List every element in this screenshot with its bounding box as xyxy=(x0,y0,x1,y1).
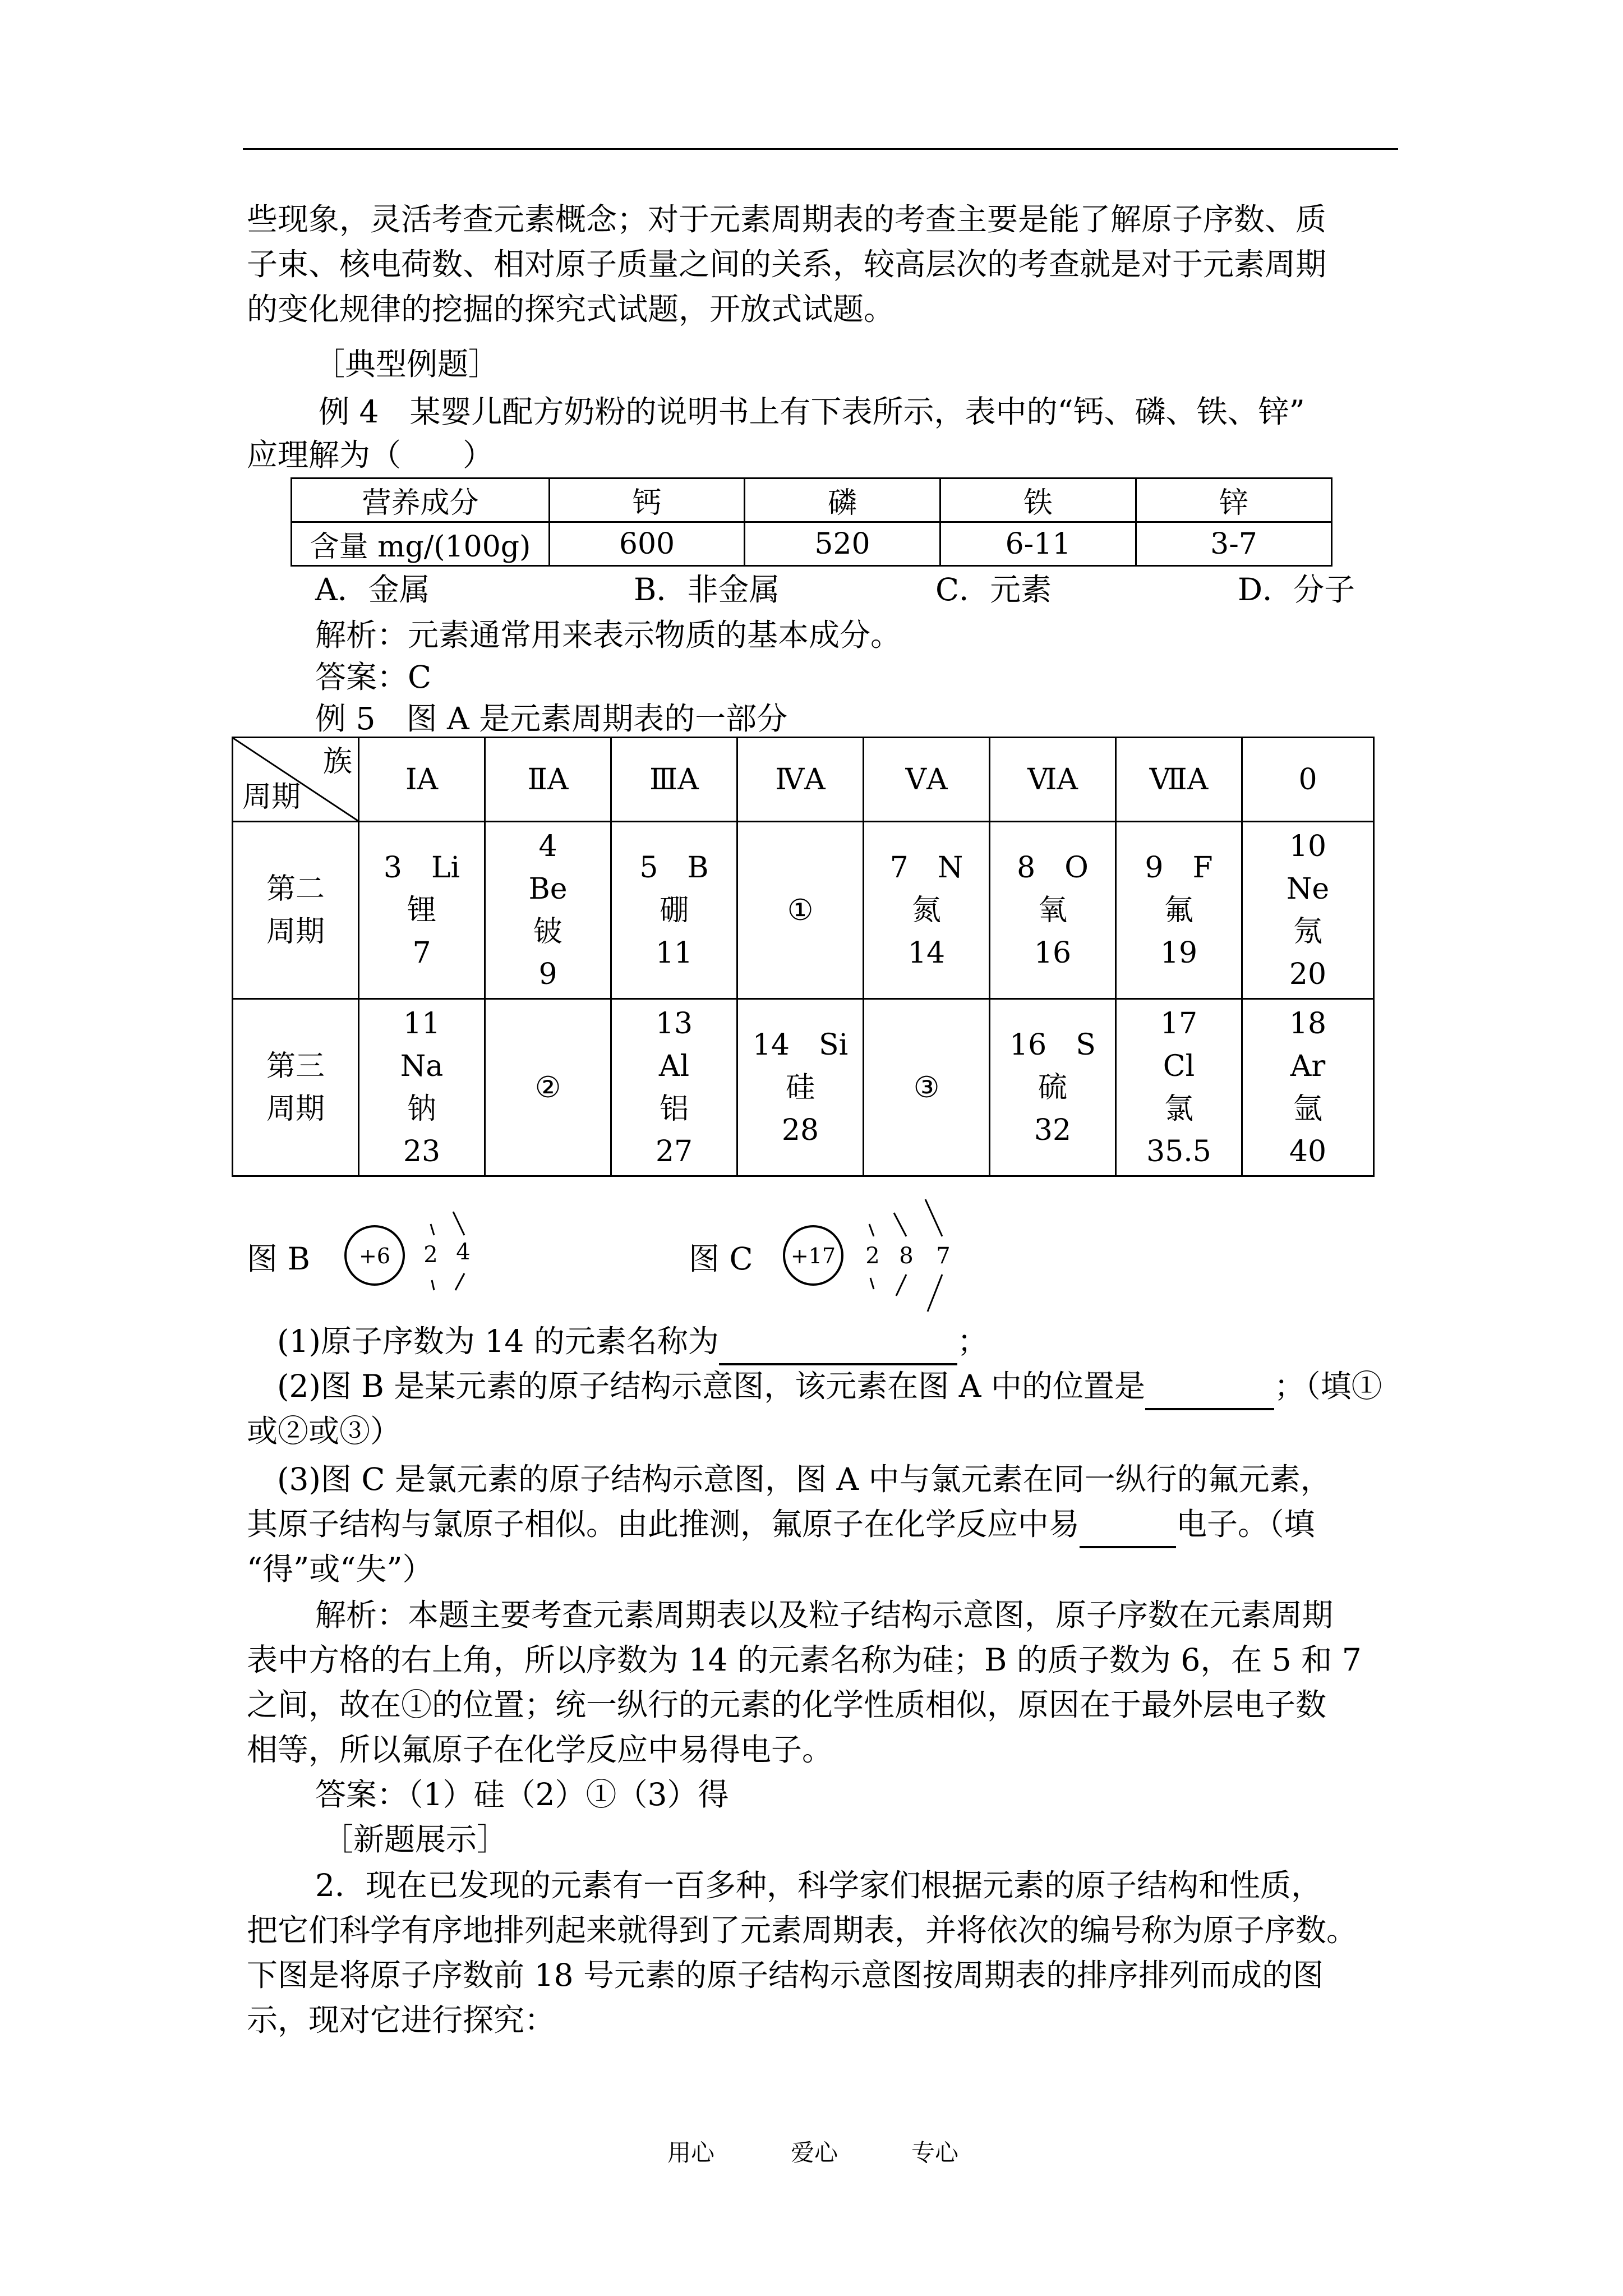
nucleus-charge: +17 xyxy=(790,1244,836,1268)
question-text: (2)图 B 是某元素的原子结构示意图，该元素在图 A 中的位置是 xyxy=(277,1368,1145,1404)
periodic-table-a xyxy=(232,737,1375,1177)
element-line: 3 Li xyxy=(383,850,460,885)
footer-text: 爱心 xyxy=(791,2139,838,2166)
element-line: Be xyxy=(528,872,568,906)
shell-arc xyxy=(925,1199,942,1236)
shell-electron-count: 2 xyxy=(423,1242,438,1268)
table-header-cell: 营养成分 xyxy=(292,478,550,522)
period-label-text: 周期 xyxy=(266,1092,325,1126)
shell-arc xyxy=(928,1274,942,1312)
element-cell-ar xyxy=(1242,999,1374,1176)
element-line: 7 xyxy=(412,936,431,970)
element-line: 11 xyxy=(655,936,693,970)
example-4-analysis: 解析：元素通常用来表示物质的基本成分。 xyxy=(315,617,902,653)
shell-electron-count: 8 xyxy=(899,1243,914,1269)
period-label-text: 周期 xyxy=(266,914,325,949)
table-cell: 含量 mg/(100g) xyxy=(292,522,550,566)
question-1 xyxy=(277,1319,988,1365)
group-header: 0 xyxy=(1242,738,1374,822)
example-4-question: 例 4 某婴儿配方奶粉的说明书上有下表所示，表中的“钙、磷、铁、锌” xyxy=(319,394,1305,430)
element-line: 13 xyxy=(655,1006,693,1041)
element-line: 16 xyxy=(1034,936,1072,970)
footer-text: 专心 xyxy=(911,2139,959,2166)
example-5-analysis: 之间，故在①的位置；统一纵行的元素的化学性质相似，原因在于最外层电子数 xyxy=(247,1687,1327,1723)
element-line: 20 xyxy=(1289,957,1327,991)
element-line: 氧 xyxy=(1038,893,1067,927)
example-5-title: 例 5 图 A 是元素周期表的一部分 xyxy=(315,701,788,737)
element-cell-na xyxy=(359,999,485,1176)
example-4-question: 应理解为（ ） xyxy=(247,437,494,473)
shell-arc xyxy=(455,1273,464,1290)
table-cell: 520 xyxy=(745,522,940,566)
shell-arc xyxy=(894,1213,906,1236)
question-3-cont: “得”或“失”） xyxy=(247,1551,434,1587)
footer-text: 用心 xyxy=(667,2139,715,2166)
element-line: 硫 xyxy=(1038,1070,1067,1105)
table-cell: 3-7 xyxy=(1136,522,1332,566)
question-2-text: 下图是将原子序数前 18 号元素的原子结构示意图按周期表的排序排列而成的图 xyxy=(247,1957,1324,1993)
group-header: ⅥA xyxy=(990,738,1116,822)
group-header: ⅤA xyxy=(864,738,990,822)
element-line: 19 xyxy=(1160,936,1198,970)
question-2-text: 示，现对它进行探究： xyxy=(247,2002,556,2038)
element-line: 硼 xyxy=(659,893,689,927)
corner-cell xyxy=(233,738,359,822)
element-cell-cl xyxy=(1116,999,1242,1176)
table-row xyxy=(292,522,1332,566)
header-rule xyxy=(243,148,1398,150)
element-line: 氩 xyxy=(1293,1092,1322,1126)
shell-arc xyxy=(896,1274,906,1296)
question-3: (3)图 C 是氯元素的原子结构示意图，图 A 中与氯元素在同一纵行的氟元素， xyxy=(277,1461,1331,1497)
table-cell: 600 xyxy=(550,522,745,566)
element-cell-si xyxy=(737,999,864,1176)
table-header-cell: 钙 xyxy=(550,478,745,522)
element-line: 锂 xyxy=(407,893,436,927)
corner-label-group: 族 xyxy=(322,745,352,779)
element-line: 16 S xyxy=(1009,1028,1096,1062)
group-header: ⅠA xyxy=(359,738,485,822)
intro-line: 的变化规律的挖掘的探究式试题，开放式试题。 xyxy=(247,291,895,327)
group-header: ⅡA xyxy=(485,738,611,822)
shell-arc xyxy=(870,1278,874,1289)
element-line: Ne xyxy=(1286,872,1330,906)
question-2-cont: 或②或③） xyxy=(247,1413,402,1449)
question-text: (1)原子序数为 14 的元素名称为 xyxy=(277,1323,719,1359)
intro-line: 些现象，灵活考查元素概念；对于元素周期表的考查主要是能了解原子序数、质 xyxy=(247,201,1327,237)
element-line: 5 B xyxy=(639,850,709,885)
figure-b-label: 图 B xyxy=(247,1241,310,1277)
element-cell-blank-3 xyxy=(864,999,990,1176)
element-line: 钠 xyxy=(407,1092,436,1126)
answer-blank xyxy=(1145,1364,1274,1410)
period-label-text: 第二 xyxy=(266,872,325,906)
figure-c-label: 图 C xyxy=(689,1241,753,1277)
question-2-text: 2．现在已发现的元素有一百多种，科学家们根据元素的原子结构和性质， xyxy=(315,1867,1322,1903)
element-line: Na xyxy=(400,1049,444,1083)
option-c: C．元素 xyxy=(935,572,1052,608)
element-cell-al xyxy=(611,999,737,1176)
shell-electron-count: 2 xyxy=(865,1243,880,1269)
question-text: ；（填① xyxy=(1274,1368,1382,1404)
question-2-text: 把它们科学有序地排列起来就得到了元素周期表，并将依次的编号称为原子序数。 xyxy=(247,1912,1358,1948)
element-line: 4 xyxy=(538,829,557,863)
element-line: 氮 xyxy=(911,893,941,927)
option-d: D．分子 xyxy=(1238,572,1355,608)
table-header-cell: 磷 xyxy=(745,478,940,522)
corner-label-period: 周期 xyxy=(242,780,301,814)
question-3-cont xyxy=(247,1502,1315,1548)
question-text: 其原子结构与氯原子相似。由此推测，氟原子在化学反应中易 xyxy=(247,1506,1080,1542)
element-line: 7 N xyxy=(889,850,963,885)
nucleus-charge: +6 xyxy=(358,1244,391,1268)
element-line: 17 xyxy=(1160,1006,1198,1041)
shell-electron-count: 7 xyxy=(936,1243,951,1269)
element-line: 28 xyxy=(781,1113,819,1147)
table-row xyxy=(292,478,1332,522)
element-cell-f xyxy=(1116,822,1242,999)
element-line: 硅 xyxy=(785,1070,815,1105)
example-5-analysis: 相等，所以氟原子在化学反应中易得电子。 xyxy=(247,1732,833,1768)
nutrition-table xyxy=(291,477,1332,567)
table-cell: 6-11 xyxy=(940,522,1136,566)
example-4-answer: 答案：C xyxy=(315,659,432,695)
example-5-answer: 答案：（1）硅（2）①（3）得 xyxy=(315,1777,729,1812)
element-line: 9 F xyxy=(1145,850,1213,885)
option-a: A．金属 xyxy=(315,572,430,608)
period-label xyxy=(233,999,359,1176)
element-line: 18 xyxy=(1289,1006,1327,1041)
table-header-cell: 锌 xyxy=(1136,478,1332,522)
table-row xyxy=(233,999,1374,1176)
element-line: 9 xyxy=(538,957,557,991)
section-heading-new: ［新题展示］ xyxy=(322,1821,508,1857)
element-line: ① xyxy=(787,893,814,927)
shell-electron-count: 4 xyxy=(456,1239,471,1265)
element-line: 铝 xyxy=(659,1092,689,1126)
element-cell-o xyxy=(990,822,1116,999)
group-header: ⅦA xyxy=(1116,738,1242,822)
answer-blank xyxy=(1080,1502,1176,1548)
element-line: Ar xyxy=(1290,1049,1326,1083)
element-line: 氯 xyxy=(1164,1092,1193,1126)
element-line: 27 xyxy=(655,1134,693,1168)
element-line: ② xyxy=(534,1070,561,1105)
element-cell-n xyxy=(864,822,990,999)
table-row xyxy=(233,738,1374,822)
element-line: 40 xyxy=(1289,1134,1327,1168)
question-2 xyxy=(277,1364,1382,1410)
element-line: 氟 xyxy=(1164,893,1193,927)
shell-arc xyxy=(453,1212,464,1235)
intro-line: 子束、核电荷数、相对原子质量之间的关系，较高层次的考查就是对于元素周期 xyxy=(247,246,1327,282)
element-line: 14 xyxy=(907,936,946,970)
element-line: Al xyxy=(658,1049,690,1083)
element-cell-be xyxy=(485,822,611,999)
element-line: 14 Si xyxy=(752,1028,849,1062)
element-cell-blank-2 xyxy=(485,999,611,1176)
period-label-text: 第三 xyxy=(266,1049,325,1083)
table-header-cell: 铁 xyxy=(940,478,1136,522)
period-label xyxy=(233,822,359,999)
option-b: B．非金属 xyxy=(634,572,780,608)
question-text: ； xyxy=(957,1323,988,1359)
answer-blank xyxy=(719,1319,957,1365)
question-text: 电子。（填 xyxy=(1176,1506,1315,1542)
group-header: ⅣA xyxy=(737,738,864,822)
shell-arc xyxy=(432,1280,434,1290)
table-row xyxy=(233,822,1374,999)
atom-diagram-c xyxy=(768,1178,981,1335)
group-header: ⅢA xyxy=(611,738,737,822)
element-line: 35.5 xyxy=(1146,1134,1211,1168)
element-cell-b xyxy=(611,822,737,999)
element-line: 32 xyxy=(1034,1113,1072,1147)
element-cell-s xyxy=(990,999,1116,1176)
element-cell-li xyxy=(359,822,485,999)
element-line: 铍 xyxy=(533,914,562,949)
shell-arc xyxy=(431,1224,434,1235)
element-cell-blank-1 xyxy=(737,822,864,999)
shell-arc xyxy=(869,1224,874,1236)
example-5-analysis: 表中方格的右上角，所以序数为 14 的元素名称为硅；B 的质子数为 6，在 5 和 7 xyxy=(247,1642,1362,1678)
element-line: 23 xyxy=(403,1134,441,1168)
element-cell-ne xyxy=(1242,822,1374,999)
atom-diagram-b xyxy=(336,1184,505,1329)
element-line: 11 xyxy=(403,1006,441,1041)
element-line: Cl xyxy=(1163,1049,1195,1083)
section-heading-examples: ［典型例题］ xyxy=(314,346,500,382)
element-line: 氖 xyxy=(1293,914,1322,949)
element-line: 8 O xyxy=(1017,850,1089,885)
element-line: ③ xyxy=(913,1070,940,1105)
example-5-analysis: 解析：本题主要考查元素周期表以及粒子结构示意图，原子序数在元素周期 xyxy=(315,1597,1334,1633)
element-line: 10 xyxy=(1289,829,1327,863)
